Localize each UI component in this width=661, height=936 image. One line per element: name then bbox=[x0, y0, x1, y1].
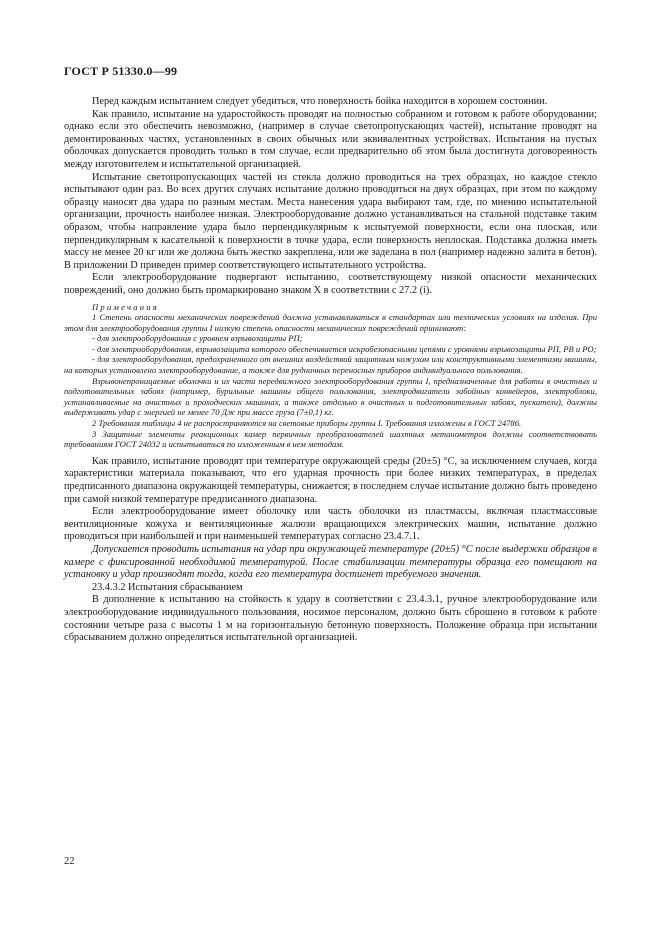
note-item: - для электрооборудования, взрывозащита которого обеспечивается искробезопасными цепями с уровнями взрывозащиты РП, РВ и РО; bbox=[92, 343, 597, 354]
paragraph: Перед каждым испытанием следует убедиться, что поверхность бойка находится в хорошем состоянии. bbox=[92, 96, 548, 107]
note-item: 2 Требования таблицы 4 не распространяются на световые приборы группы I. Требования изложены в ГОСТ 24786. bbox=[92, 418, 522, 429]
notes-block bbox=[64, 302, 597, 450]
notes-title: Примечания bbox=[92, 301, 159, 312]
page-number: 22 bbox=[64, 856, 75, 867]
note-item: 1 Степень опасности механических повреждений должна устанавливаться в стандартах или технических условиях на изделия. При этом для электрооборудования группы I низкую степень опасности механических повреждений принимают: bbox=[64, 312, 597, 333]
section-heading: 23.4.3.2 Испытания сбрасыванием bbox=[92, 581, 243, 593]
note-item: 3 Защитные элементы реакционных камер первичных преобразователей шахтных метанометров должны соответствовать требованиям ГОСТ 24032 и испытываться по изложенным в нем методам. bbox=[64, 428, 597, 450]
paragraph: Как правило, испытание на ударостойкость проводят на полностью собранном и готовом к работе оборудовании; однако если это обеспечить невозможно, (например в случае светопропускающих частей), испытание проводят на демонтированных частях, установленных в своих обычных или эквивалентных устройствах. Испытания на пустых оболочках допускается проводить только в том случае, если предварительно об этом была достигнута договоренность между изготовителем и испытательной организацией. bbox=[64, 108, 597, 170]
paragraph: Если электрооборудование имеет оболочку или часть оболочки из пластмассы, включая пластмассовые вентиляционные кожуха и вентиляционные жалюзи вращающихся электрических машин, испытание должно проводиться при наибольшей и при наименьшей температурах согласно 23.4.7.1. bbox=[64, 506, 597, 543]
italic-paragraph: Допускается проводить испытания на удар при окружающей температуре (20±5) °С после выдержки образцов в камере с фиксированной необходимой температурой. После стабилизации температуры образца его помещают на установку и удар производят тогда, когда его температура достигнет требуемого значения. bbox=[64, 543, 597, 581]
paragraph: Как правило, испытание проводят при температуре окружающей среды (20±5) °С, за исключением случаев, когда характеристики материала показывают, что его ударная прочность при более низких температурах, в пределах предписанного диапазона окружающей температуры, снижается; в последнем случае испытание должно быть проведено при самой низкой температуре предписанного диапазона. bbox=[64, 455, 597, 505]
page-body bbox=[64, 96, 597, 645]
section-text: В дополнение к испытанию на стойкость к удару в соответствии с 23.4.3.1, ручное электрооборудование или электрооборудование индивидуального пользования, носимое персоналом, должно быть сброшено в готовом к работе состоянии четыре раза с высоты 1 м на горизонтальную бетонную поверхность. Положение образца при испытании сбрасыванием должно определяться испытательной организацией. bbox=[64, 594, 597, 644]
paragraph: Если электрооборудование подвергают испытанию, соответствующему низкой опасности механических повреждений, оно должно быть промаркировано знаком X в соответствии с 27.2 (i). bbox=[64, 272, 597, 296]
standard-header: ГОСТ Р 51330.0—99 bbox=[64, 64, 178, 78]
note-item: - для электрооборудования, предохраненного от внешних воздействий защитным кожухом или конструктивными элементами машины, на которых установлено электрооборудование, а также для рудничных переносных приборов индивидуального пользования. bbox=[64, 354, 597, 376]
paragraph: Испытание светопропускающих частей из стекла должно проводиться на трех образцах, но каждое стекло испытывают один раз. Во всех других случаях испытание должно проводиться на двух образцах, при этом по каждому образцу наносят два удара по разным местам. Места нанесения удара выбирают там, где, по мнению испытательной организации, прочность наиболее низкая. Электрооборудование должно устанавливаться на стальной подставке таким образом, чтобы направление удара было перпендикулярным к испытуемой поверхности, если она плоская, или перпендикулярным к касательной к поверхности в точке удара, если поверхность неплоская. Подставка должна иметь массу не менее 20 кг или же должна быть жестко закреплена, или же заделана в пол (например надежно залита в бетон). В приложении D приведен пример соответствующего испытательного устройства. bbox=[64, 171, 597, 271]
note-item: - для электрооборудования с уровнем взрывозащиты РП; bbox=[92, 333, 303, 344]
note-item: Взрывонепроницаемые оболочки и их части передвижного электрооборудования группы I, предназначенные для работы в очистных и подготовительных забоях (например, бурильные машины общего пользования, электродвигатели забойных конвейеров, электроблоки, устанавливаемые на очистных и проходческих машинах, а также отдельно в очистных и подготовительных забоях, пускатели), должны выдерживать удар с энергией не менее 70 Дж при массе груза (7±0,1) кг. bbox=[64, 375, 597, 418]
